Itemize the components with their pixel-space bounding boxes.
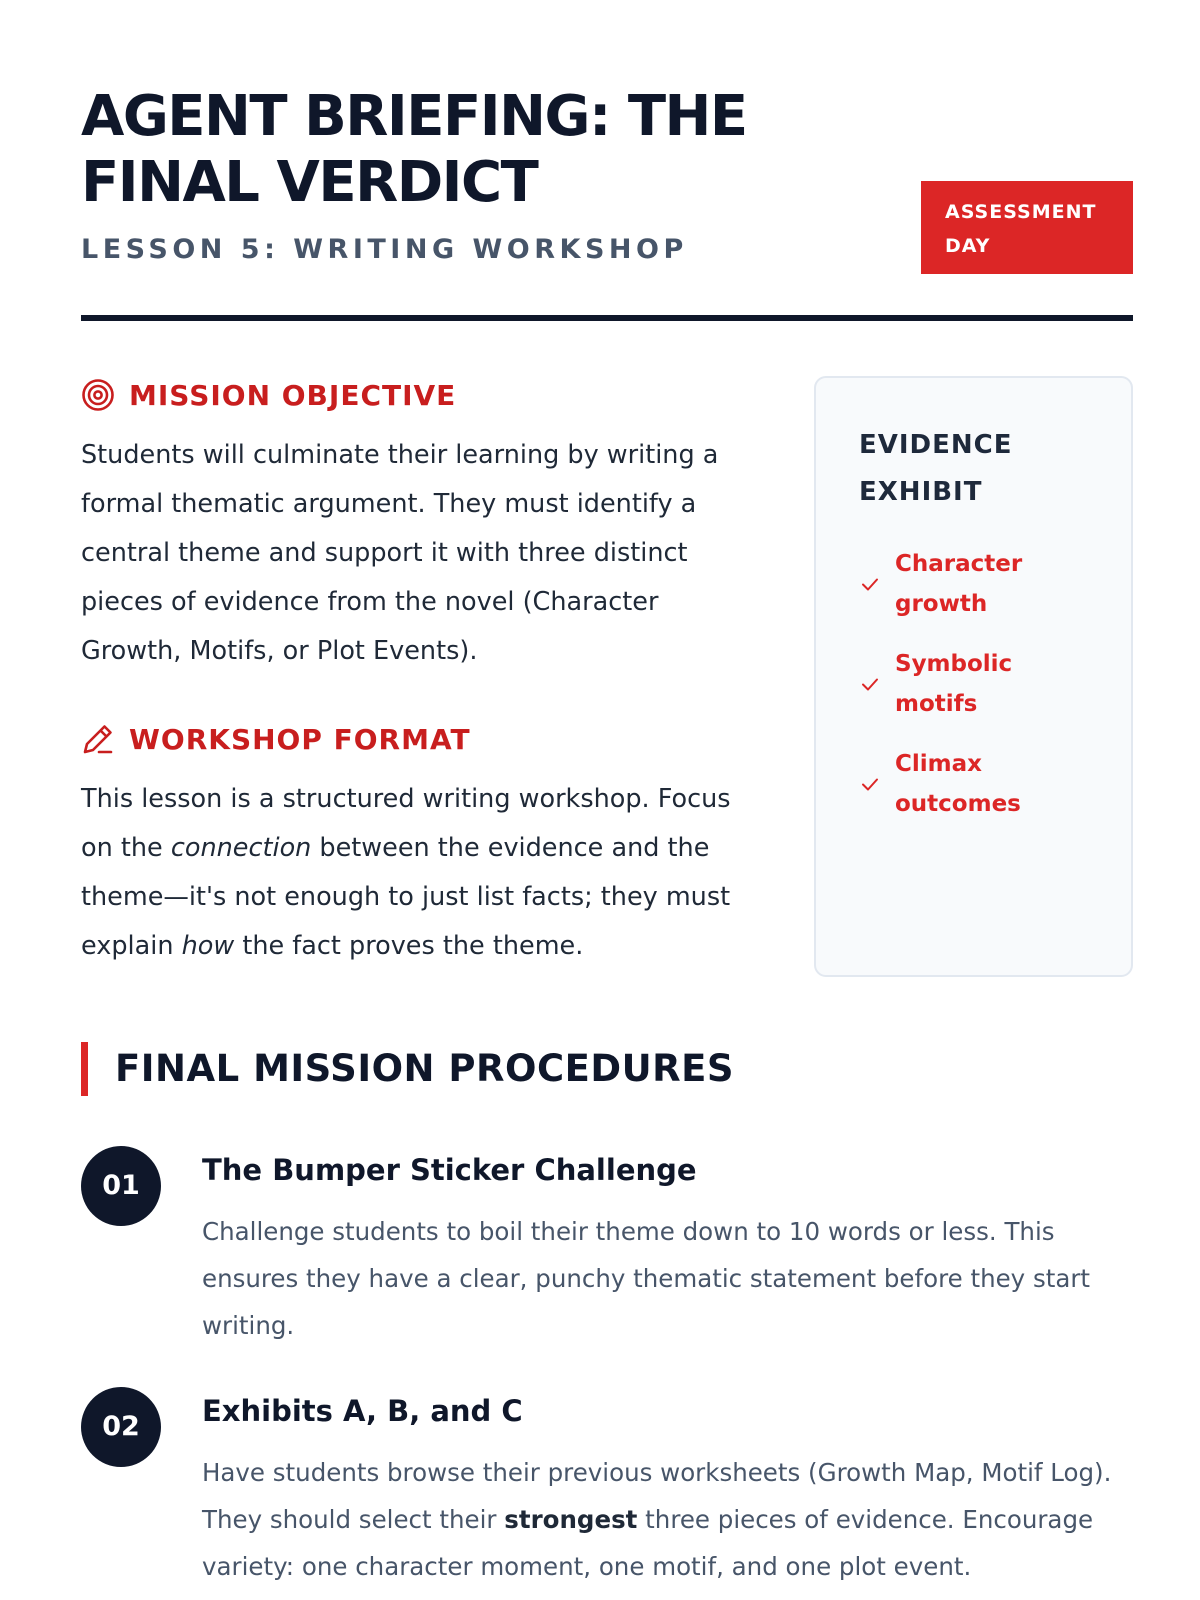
workshop-emphasis-how: how: [181, 931, 235, 961]
check-icon: [859, 773, 881, 795]
workshop-format-section: [81, 719, 761, 971]
step-text-1: Have students browse their previous worksheets (Growth Map, Motif Log). They should select their: [202, 1458, 1112, 1534]
mission-objective-section: [81, 375, 761, 676]
evidence-item-label: Climax outcomes: [895, 751, 1021, 817]
step-description: Challenge students to boil their theme down to 10 words or less. This ensures they have a clear, punchy thematic statement before they start writing.: [202, 1217, 1091, 1340]
step-description: [202, 1449, 1122, 1590]
check-icon: [859, 673, 881, 695]
workshop-text-2: between the evidence and the theme—it's not enough to just list facts; they must explain: [81, 833, 731, 961]
check-icon: [859, 573, 881, 595]
evidence-item-climax-outcomes: [859, 744, 1101, 824]
workshop-format-text: [81, 775, 761, 971]
workshop-format-heading: [81, 719, 761, 759]
target-icon: [81, 378, 115, 412]
evidence-item-label: Character growth: [895, 551, 1023, 617]
evidence-item-symbolic-motifs: [859, 644, 1101, 724]
badge-line-1: ASSESSMENT: [945, 201, 1097, 223]
evidence-item-label: Symbolic motifs: [895, 651, 1013, 717]
step-emphasis-strongest: strongest: [504, 1505, 638, 1534]
step-number-badge: 02: [81, 1387, 161, 1467]
mission-objective-heading: [81, 375, 761, 415]
heading-accent-bar: [81, 1042, 88, 1096]
step-title: The Bumper Sticker Challenge: [202, 1153, 697, 1187]
evidence-exhibit-title: EVIDENCE EXHIBIT: [859, 430, 1013, 507]
procedures-heading-label: FINAL MISSION PROCEDURES: [115, 1047, 735, 1090]
step-title: Exhibits A, B, and C: [202, 1394, 523, 1428]
workshop-text-3: the fact proves the theme.: [234, 931, 584, 961]
page-subtitle: LESSON 5: WRITING WORKSHOP: [81, 234, 688, 265]
page-title: AGENT BRIEFING: THE FINAL VERDICT: [81, 84, 747, 215]
procedures-section: [81, 1042, 1133, 1581]
procedures-heading: [81, 1042, 1133, 1096]
lesson-page: [81, 0, 1133, 1600]
step-number-badge: 01: [81, 1146, 161, 1226]
evidence-item-character-growth: [859, 544, 1101, 624]
step-text-2: three pieces of evidence. Encourage variety: one character moment, one motif, and one plot event.: [202, 1505, 1094, 1581]
assessment-badge: [921, 181, 1133, 274]
workshop-emphasis-connection: connection: [170, 833, 312, 863]
evidence-exhibit-card: [814, 376, 1133, 977]
workshop-format-label: WORKSHOP FORMAT: [129, 722, 471, 756]
workshop-text-1: This lesson is a structured writing workshop. Focus on the: [81, 784, 731, 863]
mission-objective-text: Students will culminate their learning by writing a formal thematic argument. They must identify a central theme and support it with three distinct pieces of evidence from the novel (Character Growth, Motifs, or Plot Events).: [81, 440, 719, 666]
mission-objective-label: MISSION OBJECTIVE: [129, 378, 457, 412]
page-header: [81, 84, 1133, 324]
evidence-list: [859, 544, 1101, 824]
header-divider: [81, 315, 1133, 321]
badge-line-2: DAY: [945, 235, 991, 257]
pencil-icon: [81, 722, 115, 756]
